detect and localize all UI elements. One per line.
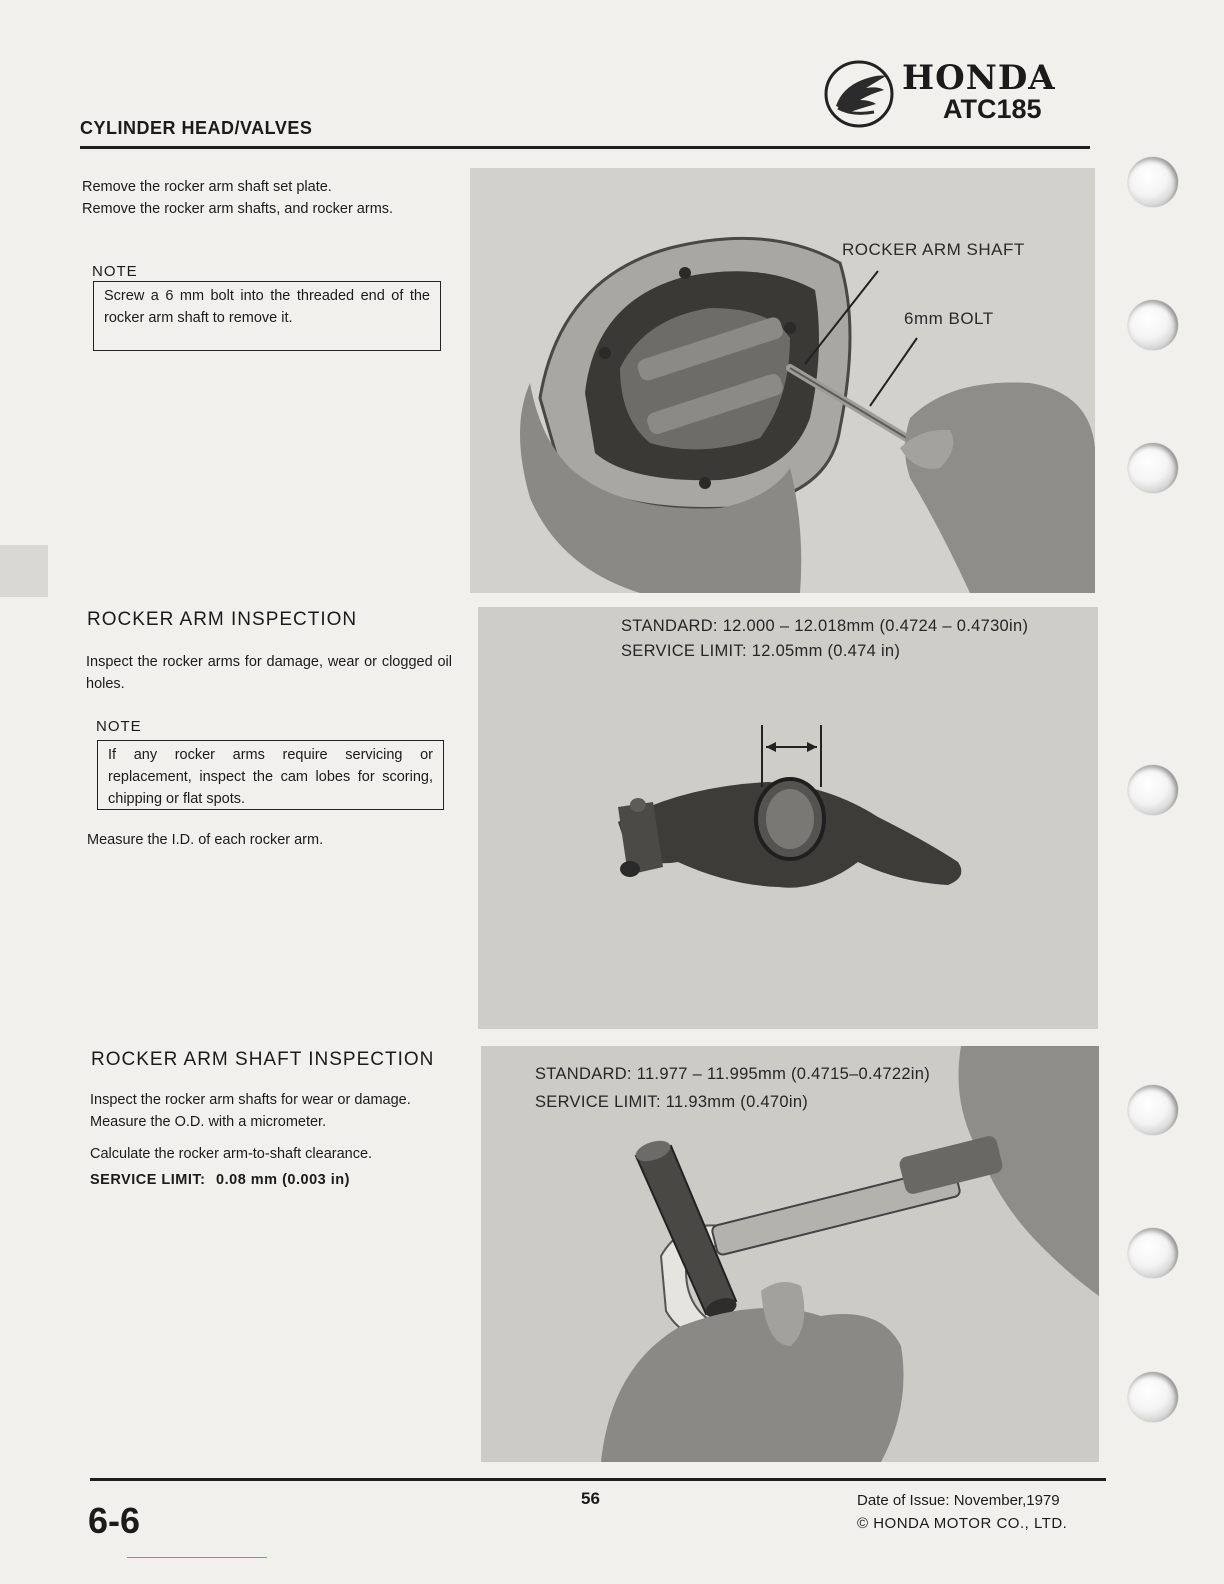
footer-rule [90,1478,1106,1481]
shaft-inspection-paragraph: Inspect the rocker arm shafts for wear or damage. [90,1092,411,1108]
note-label: NOTE [92,263,138,280]
binder-hole [1128,1228,1178,1278]
spec-service-limit: SERVICE LIMIT: 11.93mm (0.470in) [535,1093,809,1111]
measure-instruction: Measure the I.D. of each rocker arm. [87,832,324,848]
binder-hole [1128,300,1178,350]
shaft-inspection-paragraph: Measure the O.D. with a micrometer. [90,1114,327,1130]
note-box [93,281,441,351]
rocker-arm-inspection-title: ROCKER ARM INSPECTION [87,609,358,630]
rocker-arm-shaft-inspection-title: ROCKER ARM SHAFT INSPECTION [91,1049,435,1070]
callout-rocker-arm-shaft: ROCKER ARM SHAFT [842,240,1025,259]
page-number: 56 [581,1489,600,1508]
binder-hole [1128,157,1178,207]
header-rule [80,146,1090,149]
note-box [97,740,444,810]
model-name: ATC185 [943,94,1042,124]
photo-rocker-arm-id [478,607,1098,1029]
removal-instructions [82,176,448,220]
note-text: Screw a 6 mm bolt into the threaded end of the rocker arm shaft to remove it. [104,288,430,326]
brand-name: HONDA [902,58,1056,98]
section-header [80,118,312,139]
issue-date: Date of Issue: November,1979 [857,1492,1060,1509]
binder-hole [1128,1085,1178,1135]
scan-mark [127,1557,267,1558]
scan-shadow [0,545,48,597]
instruction-text: Remove the rocker arm shaft set plate. [82,179,332,195]
inspection-paragraph: Inspect the rocker arms for damage, wear or clogged oil holes. [86,654,452,692]
instruction-text: Remove the rocker arm shafts, and rocker arms. [82,201,394,217]
spec-service-limit: SERVICE LIMIT: 12.05mm (0.474 in) [621,642,901,660]
spec-standard: STANDARD: 11.977 – 11.995mm (0.4715–0.4722in) [535,1065,931,1083]
clearance-limit-value: 0.08 mm (0.003 in) [216,1172,350,1188]
copyright: © HONDA MOTOR CO., LTD. [857,1515,1068,1532]
binder-hole [1128,765,1178,815]
shaft-inspection-paragraph: Calculate the rocker arm-to-shaft clearance. [90,1146,373,1162]
binder-hole [1128,1372,1178,1422]
shaft-inspection-text [90,1089,456,1191]
clearance-limit [90,1169,456,1191]
inspection-text [86,651,452,695]
note-text: If any rocker arms require servicing or replacement, inspect the cam lobes for scoring, chipping or flat spots. [108,747,433,807]
callout-6mm-bolt: 6mm BOLT [904,309,994,328]
spec-standard: STANDARD: 12.000 – 12.018mm (0.4724 – 0.4730in) [621,617,1029,635]
photo-shaft-micrometer [481,1046,1099,1462]
page-section-title: CYLINDER HEAD/VALVES [80,118,313,138]
page-code: 6-6 [88,1500,141,1541]
binder-hole [1128,443,1178,493]
note-label: NOTE [96,718,142,735]
photo-rocker-arm-shaft-removal [470,168,1095,593]
honda-wing-logo-icon [822,58,896,135]
clearance-limit-label: SERVICE LIMIT: [90,1172,206,1188]
